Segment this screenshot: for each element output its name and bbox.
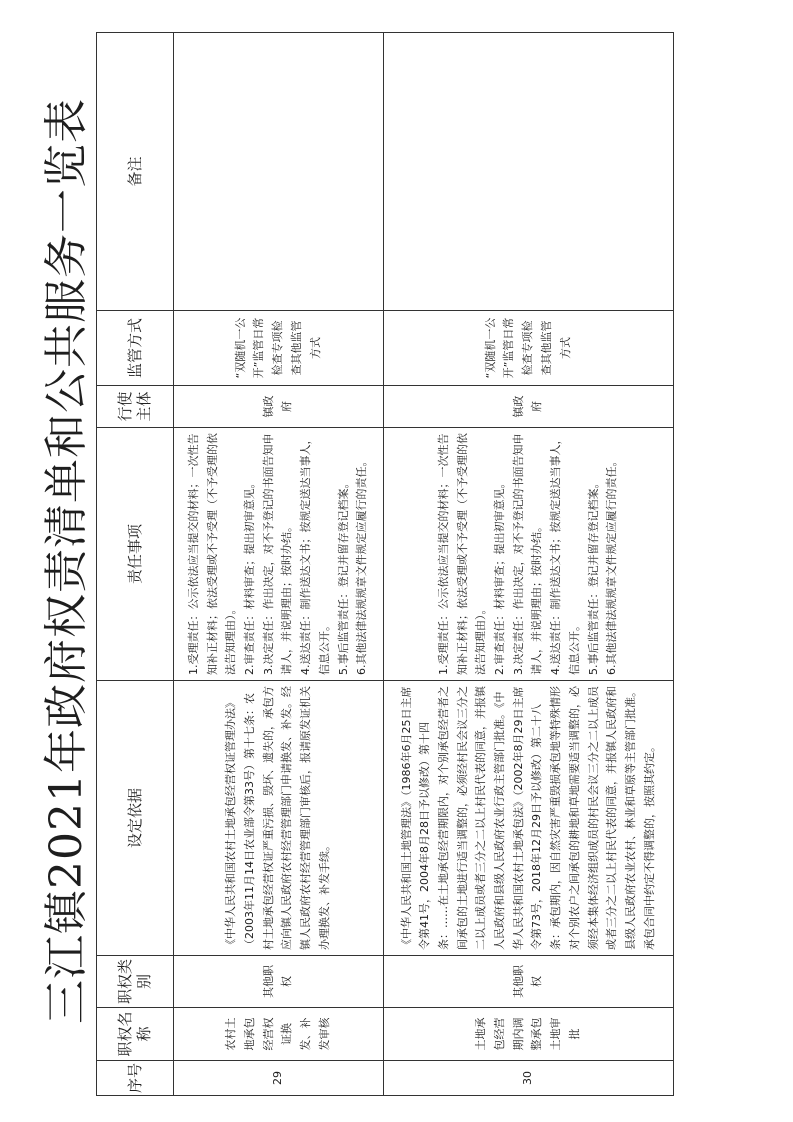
header-supervision: 监管方式	[97, 311, 174, 386]
header-seq: 序号	[97, 1061, 174, 1096]
responsibility-item: 3.决定责任：作出决定，对不予登记的书面告知申请人，并说明理由；按时办结。	[261, 433, 294, 675]
header-remark: 备注	[97, 33, 174, 311]
header-name: 职权名称	[97, 1008, 174, 1061]
table-row	[383, 33, 673, 1096]
cell-subject: 镇政府	[383, 386, 673, 428]
cell-responsibility	[174, 428, 384, 681]
responsibility-item: 4.送达责任：制作送达文书；按规定送达当事人，信息公开。	[299, 433, 331, 675]
responsibility-item: 2.审查责任：材料审查；提出初审意见。	[243, 477, 257, 675]
header-category: 职权类别	[97, 956, 174, 1008]
responsibility-item: 1.受理责任：公示依法应当提交的材料；一次性告知补正材料；依法受理或不予受理（不予受理的依法告知理由）。	[187, 433, 238, 675]
cell-name: 农村土地承包经营权证换发、补发审核	[174, 1008, 384, 1061]
responsibility-item: 2.审查责任：材料审查；提出初审意见。	[493, 477, 507, 675]
header-subject: 行使主体	[97, 386, 174, 428]
header-responsibility: 责任事项	[97, 428, 174, 681]
cell-category: 其他职权	[174, 956, 384, 1008]
cell-basis: 《中华人民共和国农村土地承包经营权证管理办法》（2003年11月14日农业部令第33号）第十七条：农村土地承包经营权证严重污损、毁坏、遗失的，承包方应向镇人民政府农村经营管理部门申请换发、补发。经镇人民政府农村经营管理部门审核后，报请原发证机关办理换发、补发手续。	[174, 681, 384, 956]
responsibility-item: 3.决定责任：作出决定，对不予登记的书面告知申请人，并说明理由；按时办结。	[511, 433, 544, 675]
responsibility-table	[96, 32, 674, 1096]
header-basis: 设定依据	[97, 681, 174, 956]
page-title: 三江镇2021年政府权责清单和公共服务一览表	[41, 98, 92, 1024]
cell-basis: 《中华人民共和国土地管理法》（1986年6月25日主席令第41号，2004年8月28日予以修改）第十四条：……在土地承包经营期限内，对个别承包经营者之间承包的土地进行适当调整的，必须经村民会议三分之二以上成员或者三分之二以上村民代表的同意，并报镇人民政府和县级人民政府农业行政主管部门批准。《中华人民共和国农村土地承包法》（2002年8月29日主席令第73号，2018年12月29日予以修改）第二十八条：承包期内，因自然灾害严重毁损承包地等特殊情形对个别农户之间承包的耕地和草地需要适当调整的，必须经本集体经济组织成员的村民会议三分之二以上成员或者三分之二以上村民代表的同意，并报镇人民政府和县级人民政府农业农村、林业和草原等主管部门批准。承包合同中约定不得调整的，按照其约定。	[383, 681, 673, 956]
cell-supervision: “双随机一公开”监管日常检查专项检查其他监管方式	[174, 311, 384, 386]
responsibility-item: 5.事后监管责任：登记并留存登记档案。	[586, 477, 600, 675]
cell-remark	[383, 33, 673, 311]
responsibility-item: 6.其他法律法规规章文件规定应履行的责任。	[605, 455, 619, 675]
cell-name: 土地承包经营期内调整承包土地审批	[383, 1008, 673, 1061]
cell-seq: 29	[174, 1061, 384, 1096]
cell-remark	[174, 33, 384, 311]
cell-subject: 镇政府	[174, 386, 384, 428]
responsibility-item: 6.其他法律法规规章文件规定应履行的责任。	[355, 455, 369, 675]
cell-supervision: “双随机一公开”监管日常检查专项检查其他监管方式	[383, 311, 673, 386]
table-row	[174, 33, 384, 1096]
responsibility-item: 4.送达责任：制作送达文书；按规定送达当事人，信息公开。	[549, 433, 581, 675]
cell-responsibility	[383, 428, 673, 681]
cell-seq: 30	[383, 1061, 673, 1096]
responsibility-item: 1.受理责任：公示依法应当提交的材料；一次性告知补正材料；依法受理或不予受理（不予受理的依法告知理由）。	[437, 433, 488, 675]
responsibility-item: 5.事后监管责任：登记并留存登记档案。	[336, 477, 350, 675]
cell-category: 其他职权	[383, 956, 673, 1008]
header-row	[97, 33, 174, 1096]
